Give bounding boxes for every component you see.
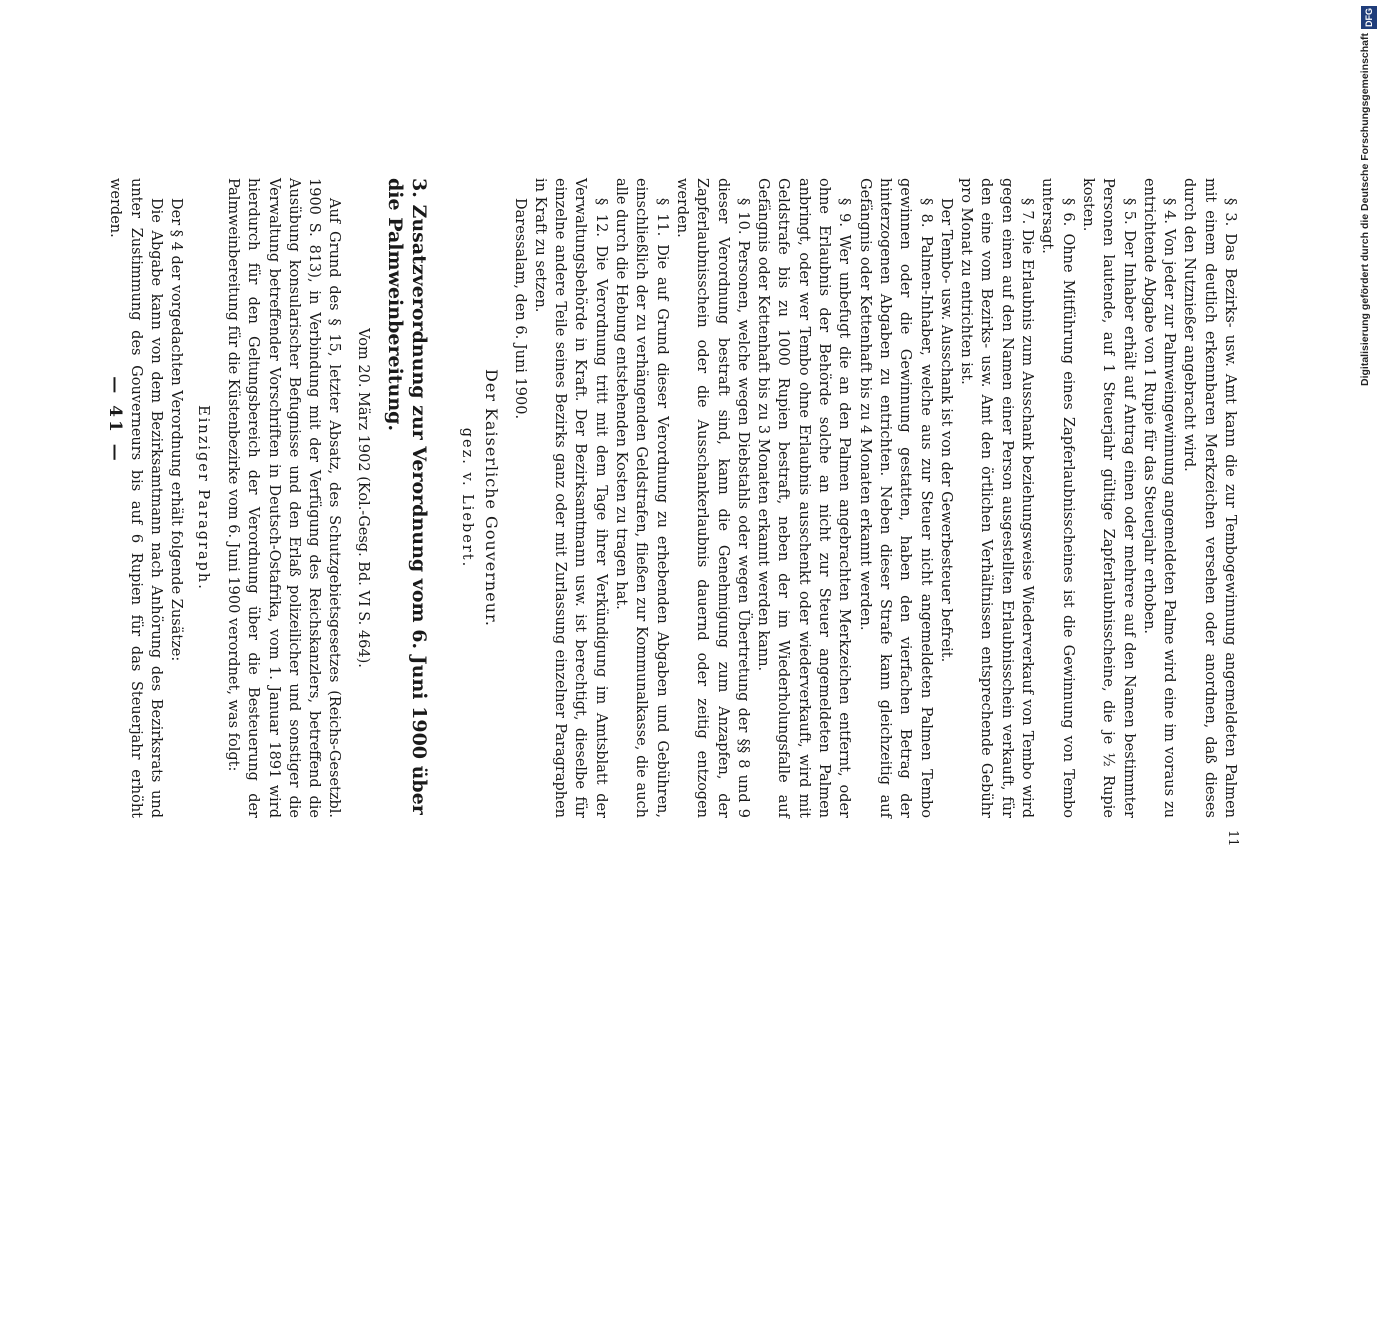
place-date: Daressalam, den 6. Juni 1900.: [511, 198, 528, 420]
single-paragraph-heading: Einziger Paragraph.: [194, 405, 211, 591]
section-3: § 3. Das Bezirks- usw. Amt kann die zur Tembogewinnung angemeldeten Palmen mit einem deutlich erkennbaren Merkzeichen versehen oder anordnen, daß dieses durch den Nutznießer angebracht wird.: [1181, 178, 1238, 818]
tax-exemption: Der Tembo- usw. Ausschank ist von der Gewerbesteuer befreit.: [937, 198, 954, 663]
section-7: § 7. Die Erlaubnis zum Ausschank beziehungsweise Wiederverkauf von Tembo wird gegen einen auf den Namen einer Person ausgestellten Erlaubnisschein verkauft, für den eine vom Bezirks- usw. Amt den örtlichen Verhältnissen entsprechende Gebühr pro Monat zu entrichten ist.: [958, 178, 1036, 818]
ordinance-date: Vom 20. März 1902 (Kol.-Gesg. Bd. VI S. 464).: [354, 328, 371, 668]
signature-name: gez. v. Liebert.: [459, 427, 476, 569]
footer-number: 11: [1225, 830, 1240, 847]
ordinance-title: 3. Zusatzverordnung zur Verordnung vom 6. Juni 1900 über die Palmweinbereitung.: [383, 178, 430, 815]
section-4: § 4. Von jeder zur Palmweingewinnung angemeldeten Palme wird eine im voraus zu entrichtende Abgabe von 1 Rupie für das Steuerjahr erhoben.: [1140, 178, 1178, 818]
section-11: § 11. Die auf Grund dieser Verordnung zu erhebenden Abgaben und Gebühren, einschließlich der zu verhängenden Geldstrafen, fließen zur Kommunalkasse, die auch alle durch die Hebung entstehenden Kosten zu tragen hat.: [613, 178, 670, 818]
dfg-badge: DFG: [1361, 6, 1377, 29]
amendment-intro: Der § 4 der vorgedachten Verordnung erhält folgende Zusätze:: [168, 198, 185, 662]
section-12: § 12. Die Verordnung tritt mit dem Tage ihrer Verkündigung im Amtsblatt der Verwaltungsbehörde in Kraft. Der Bezirksamtmann usw. ist berechtigt, dieselbe für einzelne andere Teile seines Bezirks ganz oder mit Zurlassung einzelner Paragraphen in Kraft zu setzen.: [531, 178, 609, 818]
page-number: — 41 —: [105, 376, 125, 464]
dfg-credit: Digitalisierung gefördert durch die Deutsche Forschungsgemeinschaft: [1359, 33, 1371, 386]
section-6: § 6. Ohne Mitführung eines Zapferlaubnisscheines ist die Gewinnung von Tembo untersagt.: [1039, 178, 1076, 818]
section-5: § 5. Der Inhaber erhält auf Antrag einen oder mehrere auf den Namen bestimmter Personen lautende, auf 1 Steuerjahr gültige Zapferlaubnisscheine, die je ½ Rupie kosten.: [1079, 178, 1137, 818]
ordinance-preamble: Auf Grund des § 15, letzter Absatz, des Schutzgebietsgesetzes (Reichs-Gesetzbl. 1900 S. 813), in Verbindung mit der Verfügung des Reichskanzlers, betreffend die Ausübung konsularischer Befugnisse und den Erlaß polizeilicher und sonstiger die Verwaltung betreffender Vorschriften in Deutsch-Ostafrika, vom 1. Januar 1891 wird hierdurch für den Geltungsbereich der Verordnung über die Besteuerung der Palmweinbereitung für die Küstenbezirke vom 6. Juni 1900 verordnet, was folgt:: [224, 178, 343, 818]
dfg-sidebar: [1359, 6, 1381, 426]
signature-title: Der Kaiserliche Gouverneur.: [482, 369, 502, 627]
section-10: § 10. Personen, welche wegen Diebstahls oder wegen Übertretung der §§ 8 und 9 dieser Verordnung bestraft sind, kann die Genehmigung zum Anzapfen, der Zapferlaubnisschein oder die Ausschankerlaubnis dauernd oder zeitig entzogen werden.: [673, 178, 751, 818]
amendment-text: Die Abgabe kann von dem Bezirksamtmann nach Anhörung des Bezirksrats und unter Zustimmung des Gouverneurs bis auf 6 Rupien für das Steuerjahr erhöht werden.: [107, 178, 165, 818]
section-8: § 8. Palmen-Inhaber, welche aus zur Steuer nicht angemeldeten Palmen Tembo gewinnen oder die Gewinnung gestatten, haben den vierfachen Betrag der hinterzogenen Abgaben zu entrichten. Neben dieser Strafe kann gleichzeitig auf Gefängnis oder Kettenhaft bis zu 4 Monaten erkannt werden.: [856, 178, 934, 818]
section-9: § 9. Wer unbefugt die an den Palmen angebrachten Merkzeichen entfernt, oder ohne Erlaubnis der Behörde solche an nicht zur Steuer angemeldeten Palmen anbringt, oder wer Tembo ohne Erlaubnis ausschenkt oder wiederverkauft, wird mit Geldstrafe bis zu 1000 Rupien bestraft, neben der im Wiederholungsfalle auf Gefängnis oder Kettenhaft bis zu 3 Monaten erkannt werden kann.: [755, 178, 853, 818]
